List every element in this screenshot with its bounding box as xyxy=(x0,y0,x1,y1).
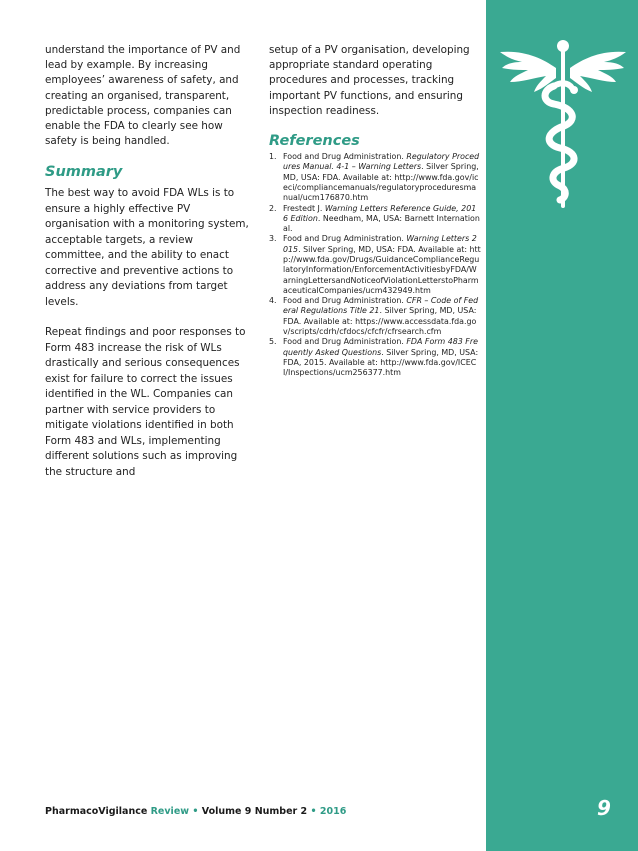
reference-source: . Silver Spring, MD, USA: FDA, 2015. Available at: http://www.fda.gov/ICECI/Inspections/ucm256377.htm xyxy=(283,347,479,378)
reference-number: 4. xyxy=(269,296,277,306)
footer-year: 2016 xyxy=(319,806,347,817)
summary-section xyxy=(45,186,255,480)
reference-item xyxy=(269,204,481,235)
reference-title: Warning Letters 2015 xyxy=(283,234,477,254)
reference-number: 5. xyxy=(269,337,277,347)
reference-title: Regulatory Procedures Manual. 4-1 – Warning Letters xyxy=(283,152,480,172)
continued-paragraph: setup of a PV organisation, developing appropriate standard operating procedures and processes, tracking important PV functions, and ensuring inspection readiness. xyxy=(269,44,470,117)
reference-text xyxy=(283,337,481,378)
reference-item xyxy=(269,234,481,296)
caduceus-icon xyxy=(494,28,632,213)
reference-text xyxy=(283,234,481,296)
references-list xyxy=(269,152,481,379)
reference-author: Food and Drug Administration. xyxy=(283,296,407,306)
reference-item xyxy=(269,152,481,203)
journal-name: PharmacoVigilance xyxy=(45,806,148,817)
reference-number: 2. xyxy=(269,203,277,213)
reference-title: FDA Form 483 Frequently Asked Questions xyxy=(283,337,478,357)
reference-author: Food and Drug Administration. xyxy=(283,337,407,347)
references-heading: References xyxy=(269,133,360,150)
journal-name-accent: Review xyxy=(150,806,190,817)
reference-source: . Silver Spring, MD, USA: FDA. Available at: https://www.accessdata.fda.gov/scripts/cdrh/cfdocs/cfcfr/cfrsearch.cfm xyxy=(283,306,477,337)
reference-number: 1. xyxy=(269,152,277,162)
reference-text xyxy=(283,152,481,203)
reference-author: Food and Drug Administration. xyxy=(283,152,407,162)
reference-author: Frestedt J. xyxy=(283,203,325,213)
reference-item xyxy=(269,337,481,378)
reference-source: . Silver Spring, MD, USA: FDA. Available at: http://www.fda.gov/Drugs/GuidanceComplianceRegulatoryInformation/EnforcementActivitiesbyFDA/WarningLettersandNoticeofViolationLetterstoPharmaceuticalCompanies/ucm432949.htm xyxy=(283,244,481,295)
reference-source: . Needham, MA, USA: Barnett International. xyxy=(283,213,480,234)
footer-bullet: • xyxy=(192,806,199,817)
reference-number: 3. xyxy=(269,234,277,244)
page-number: 9 xyxy=(597,796,611,820)
reference-title: Warning Letters Reference Guide, 2016 Edition xyxy=(283,203,477,223)
footer xyxy=(45,806,346,817)
right-column xyxy=(269,43,481,379)
volume-info: Volume 9 Number 2 xyxy=(201,806,308,817)
reference-text xyxy=(283,204,481,235)
reference-text xyxy=(283,296,481,337)
reference-author: Food and Drug Administration. xyxy=(283,234,407,244)
summary-paragraph-1: The best way to avoid FDA WLs is to ensure a highly effective PV organisation with a monitoring system, acceptable targets, a review committee, and the ability to enact corrective and preventive actions to address any deviations from target levels. xyxy=(45,187,249,308)
summary-heading: Summary xyxy=(45,164,123,181)
summary-paragraph-2: Repeat findings and poor responses to Form 483 increase the risk of WLs drastically and serious consequences exist for failure to correct the issues identified in the WL. Companies can partner with service providers to mitigate violations identified in both Form 483 and WLs, implementing different solutions such as improving the structure and xyxy=(45,326,246,478)
reference-item xyxy=(269,296,481,337)
left-column xyxy=(45,43,255,495)
reference-source: . Silver Spring, MD, USA: FDA. Available at: http://www.fda.gov/iceci/compliancemanuals/regulatoryproceduresmanual/ucm176870.htm xyxy=(283,162,479,203)
intro-paragraph: understand the importance of PV and lead by example. By increasing employees’ awareness of safety, and creating an organised, transparent, predictable process, companies can enable the FDA to clearly see how safety is being handled. xyxy=(45,44,241,148)
reference-title: CFR – Code of Federal Regulations Title 21 xyxy=(283,296,479,316)
footer-bullet: • xyxy=(310,806,317,817)
